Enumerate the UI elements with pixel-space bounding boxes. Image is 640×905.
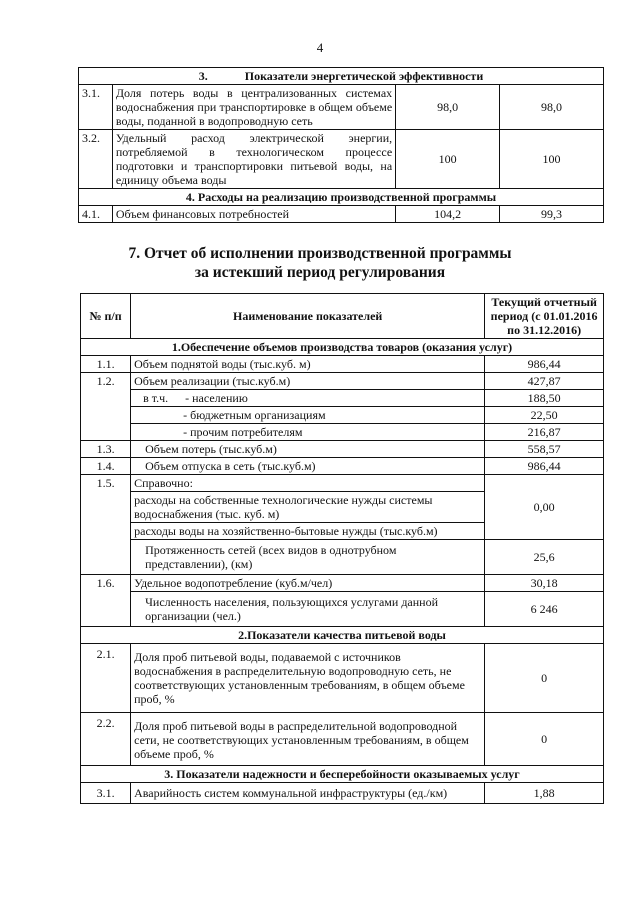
table-header-row: [81, 294, 604, 339]
section-2-heading: 2.Показатели качества питьевой воды: [81, 627, 604, 644]
row-number: 1.2.: [81, 373, 131, 441]
table-row: [81, 407, 604, 424]
row-name: расходы на собственные технологические нужды системы водоснабжения (тыс. куб. м): [131, 492, 485, 523]
table-row: [79, 130, 604, 189]
section-3-title: Показатели энергетической эффективности: [244, 69, 484, 83]
table-row: [81, 339, 604, 356]
row-name: расходы воды на хозяйственно-бытовые нужды (тыс.куб.м): [131, 523, 485, 540]
row-number: 4.1.: [79, 206, 113, 223]
row-value-2: 100: [500, 130, 604, 189]
row-name: Объем поднятой воды (тыс.куб. м): [131, 356, 485, 373]
section-3-number: 3.: [198, 69, 208, 83]
table-row: [81, 441, 604, 458]
row-name: Доля потерь воды в централизованных системах водоснабжения при транспортировке в общем объеме воды, поданной в водопроводную сеть: [112, 85, 395, 130]
row-value-1: 104,2: [396, 206, 500, 223]
row-value: 427,87: [485, 373, 604, 390]
table-row: [81, 627, 604, 644]
row-value: 0: [485, 644, 604, 713]
section-1-heading: 1.Обеспечение объемов производства товаров (оказания услуг): [81, 339, 604, 356]
table-row: [81, 575, 604, 592]
table-row: [79, 68, 604, 85]
table-row: [79, 206, 604, 223]
header-period: Текущий отчетный период (с 01.01.2016 по 31.12.2016): [485, 294, 604, 339]
table-row: [81, 644, 604, 713]
row-name: [131, 390, 485, 407]
row-name: Доля проб питьевой воды в распределительной водопроводной сети, не соответствующих установленным требованиям, в общем объеме проб, %: [131, 713, 485, 766]
table-row: [81, 592, 604, 627]
row-name: Протяженность сетей (всех видов в однотрубном представлении), (км): [131, 540, 485, 575]
header-name: Наименование показателей: [131, 294, 485, 339]
row-prefix: в т.ч.: [143, 391, 169, 405]
row-value-1: 98,0: [396, 85, 500, 130]
row-name: Справочно:: [131, 475, 485, 492]
row-name: Аварийность систем коммунальной инфраструктуры (ед./км): [131, 783, 485, 804]
row-sub-name: - населению: [185, 391, 248, 405]
table-row: [81, 783, 604, 804]
row-number: 2.2.: [81, 713, 131, 766]
row-name: Удельное водопотребление (куб.м/чел): [131, 575, 485, 592]
row-value: 188,50: [485, 390, 604, 407]
row-name: Объем реализации (тыс.куб.м): [131, 373, 485, 390]
table-row: [81, 390, 604, 407]
row-number: 1.6.: [81, 575, 131, 627]
section-3-heading: 3. Показатели надежности и бесперебойности оказываемых услуг: [81, 766, 604, 783]
report-title-line-2: за истекший период регулирования: [194, 264, 446, 281]
row-name: Удельный расход электрической энергии, потребляемой в технологическом процессе подготовки и транспортировки питьевой воды, на единицу объема воды: [112, 130, 395, 189]
row-name: Объем финансовых потребностей: [112, 206, 395, 223]
table-row: [81, 540, 604, 575]
table-row: [79, 189, 604, 206]
row-name: - бюджетным организациям: [131, 407, 485, 424]
row-value-2: 99,3: [500, 206, 604, 223]
table-row: [81, 475, 604, 492]
table-row: [81, 424, 604, 441]
row-value: 30,18: [485, 575, 604, 592]
report-title-line-1: 7. Отчет об исполнении производственной программы: [128, 245, 512, 262]
row-value: 986,44: [485, 356, 604, 373]
row-name: Доля проб питьевой воды, подаваемой с источников водоснабжения в распределительную водопроводную сеть, не соответствующих установленным требованиям, в общем объеме проб, %: [131, 644, 485, 713]
table-row: [81, 713, 604, 766]
row-name: Численность населения, пользующихся услугами данной организации (чел.): [131, 592, 485, 627]
row-name: - прочим потребителям: [131, 424, 485, 441]
row-number: 1.1.: [81, 356, 131, 373]
row-number: 3.2.: [79, 130, 113, 189]
row-value: 0,00: [485, 475, 604, 540]
row-value: 6 246: [485, 592, 604, 627]
program-report-table: [80, 293, 604, 804]
row-name: Объем потерь (тыс.куб.м): [131, 441, 485, 458]
section-4-heading: 4. Расходы на реализацию производственной программы: [79, 189, 604, 206]
header-num: № п/п: [81, 294, 131, 339]
table-row: [81, 458, 604, 475]
row-number: 3.1.: [81, 783, 131, 804]
row-value: 22,50: [485, 407, 604, 424]
table-row: [81, 356, 604, 373]
row-value: 986,44: [485, 458, 604, 475]
report-title: [0, 244, 640, 282]
row-value: 25,6: [485, 540, 604, 575]
row-value: 1,88: [485, 783, 604, 804]
row-value-1: 100: [396, 130, 500, 189]
row-number: 1.5.: [81, 475, 131, 575]
row-value: 216,87: [485, 424, 604, 441]
row-name: Объем отпуска в сеть (тыс.куб.м): [131, 458, 485, 475]
table-row: [81, 373, 604, 390]
section-3-heading: [79, 68, 604, 85]
row-number: 1.3.: [81, 441, 131, 458]
page-number: 4: [316, 40, 324, 55]
row-value: 0: [485, 713, 604, 766]
row-number: 3.1.: [79, 85, 113, 130]
table-row: [79, 85, 604, 130]
row-value-2: 98,0: [500, 85, 604, 130]
row-value: 558,57: [485, 441, 604, 458]
row-number: 1.4.: [81, 458, 131, 475]
table-row: [81, 766, 604, 783]
energy-efficiency-table: [78, 67, 604, 223]
row-number: 2.1.: [81, 644, 131, 713]
